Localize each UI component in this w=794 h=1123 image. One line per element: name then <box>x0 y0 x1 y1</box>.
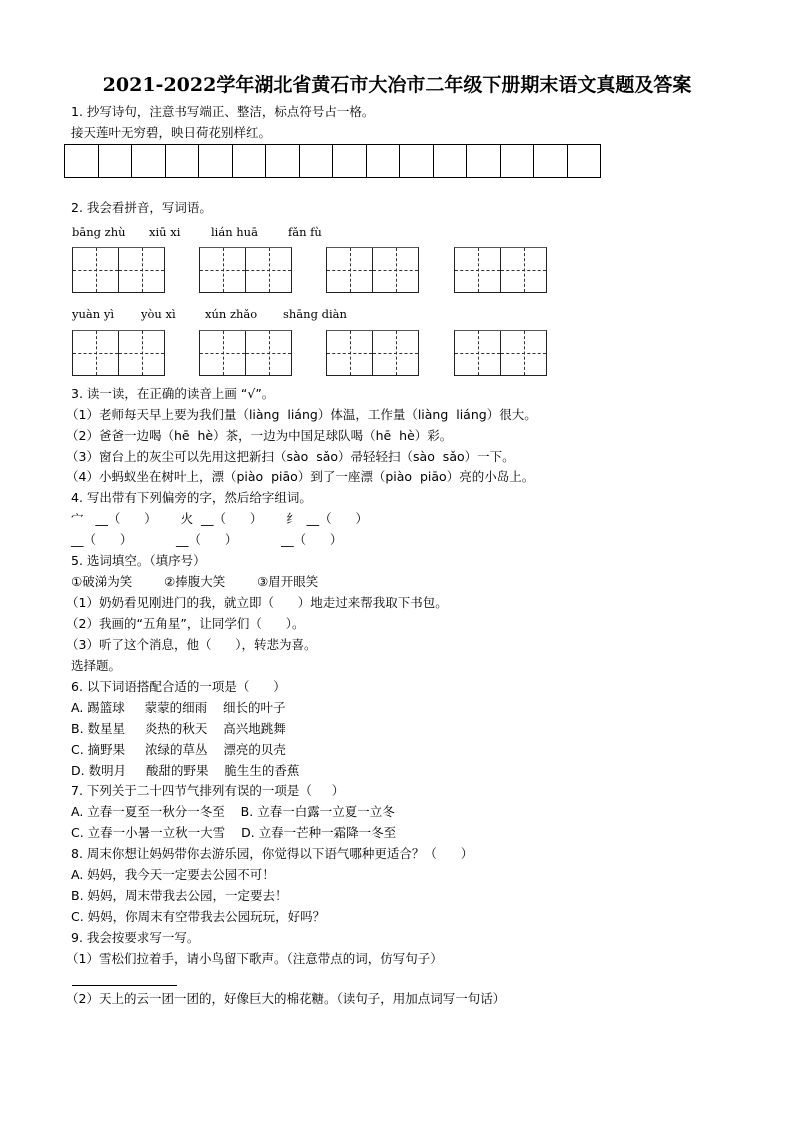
grid-cell[interactable] <box>434 145 468 177</box>
tian-cell[interactable] <box>455 248 500 292</box>
q7-option: A. 立春一夏至一秋分一冬至 B. 立春一白露一立夏一立冬 <box>71 804 395 819</box>
grid-cell[interactable] <box>65 145 99 177</box>
dashed-guide-line <box>246 353 291 354</box>
pinyin-label: lián huā <box>211 225 258 239</box>
q5-options: ①破涕为笑 ②捧腹大笑 ③眉开眼笑 <box>71 574 319 589</box>
dashed-guide-line <box>373 270 418 271</box>
grid-cell[interactable] <box>199 145 233 177</box>
tian-grid-box[interactable] <box>454 247 547 293</box>
q6-option: D. 数明月 酸甜的野果 脆生生的香蕉 <box>71 763 300 778</box>
pinyin-label: xún zhǎo <box>205 307 258 321</box>
tian-cell[interactable] <box>327 331 372 375</box>
dashed-guide-line <box>73 353 118 354</box>
tian-cell[interactable] <box>245 248 291 292</box>
tian-cell[interactable] <box>118 248 164 292</box>
tian-cell[interactable] <box>245 331 291 375</box>
dashed-guide-line <box>246 270 291 271</box>
section-label: 选择题。 <box>71 658 122 673</box>
tian-cell[interactable] <box>500 331 546 375</box>
grid-cell[interactable] <box>467 145 501 177</box>
dashed-guide-line <box>501 270 546 271</box>
pinyin-label: fǎn fù <box>288 225 322 239</box>
q4-row: __（ ） __（ ） __（ ） <box>71 532 343 547</box>
tian-cell[interactable] <box>372 331 418 375</box>
q3-item: （2）爸爸一边喝（hē hè）茶，一边为中国足球队喝（hē hè）彩。 <box>66 428 453 443</box>
dashed-guide-line <box>119 270 164 271</box>
grid-cell[interactable] <box>568 145 602 177</box>
grid-cell[interactable] <box>400 145 434 177</box>
dashed-guide-line <box>455 270 500 271</box>
pinyin-label: bāng zhù <box>72 225 126 239</box>
tian-cell[interactable] <box>118 331 164 375</box>
q7-option: C. 立春一小暑一立秋一大雪 D. 立春一芒种一霜降一冬至 <box>71 825 397 840</box>
q6-prompt: 6. 以下词语搭配合适的一项是（ ） <box>71 679 286 694</box>
q1-writing-grid[interactable] <box>64 144 601 178</box>
dashed-guide-line <box>200 353 245 354</box>
q9-item: （1）雪松们拉着手，请小鸟留下歌声。（注意带点的词，仿写句子） <box>66 951 443 966</box>
tian-cell[interactable] <box>73 248 118 292</box>
tian-cell[interactable] <box>372 248 418 292</box>
dashed-guide-line <box>327 353 372 354</box>
tian-grid-box[interactable] <box>199 247 292 293</box>
grid-cell[interactable] <box>233 145 267 177</box>
answer-line[interactable] <box>72 985 177 986</box>
q9-prompt: 9. 我会按要求写一写。 <box>71 930 200 945</box>
q7-prompt: 7. 下列关于二十四节气排列有误的一项是（ ） <box>71 783 345 798</box>
q5-prompt: 5. 选词填空。（填序号） <box>71 553 206 568</box>
q2-prompt: 2. 我会看拼音，写词语。 <box>71 200 212 215</box>
dashed-guide-line <box>73 270 118 271</box>
q1-prompt: 1. 抄写诗句，注意书写端正、整洁，标点符号占一格。 <box>71 104 375 119</box>
tian-cell[interactable] <box>200 248 245 292</box>
q9-item: （2）天上的云一团一团的，好像巨大的棉花糖。（读句子，用加点词写一句话） <box>66 991 506 1006</box>
pinyin-label: shāng diàn <box>283 307 347 321</box>
pinyin-label: yòu xì <box>141 307 176 321</box>
tian-cell[interactable] <box>327 248 372 292</box>
tian-cell[interactable] <box>73 331 118 375</box>
q3-item: （1）老师每天早上要为我们量（liàng liáng）体温，工作量（liàng liáng）很大。 <box>66 407 537 422</box>
dashed-guide-line <box>455 353 500 354</box>
grid-cell[interactable] <box>166 145 200 177</box>
grid-cell[interactable] <box>132 145 166 177</box>
tian-grid-box[interactable] <box>199 330 292 376</box>
pinyin-label: yuàn yì <box>72 307 114 321</box>
q4-prompt: 4. 写出带有下列偏旁的字，然后给字组词。 <box>71 490 312 505</box>
q3-item: （3）窗台上的灰尘可以先用这把新扫（sào sǎo）帚轻轻扫（sào sǎo）一下。 <box>66 449 515 464</box>
q5-item: （1）奶奶看见刚进门的我，就立即（ ）地走过来帮我取下书包。 <box>66 595 448 610</box>
grid-cell[interactable] <box>534 145 568 177</box>
tian-grid-box[interactable] <box>72 247 165 293</box>
tian-cell[interactable] <box>500 248 546 292</box>
dashed-guide-line <box>327 270 372 271</box>
dashed-guide-line <box>373 353 418 354</box>
q5-item: （3）听了这个消息，他（ ），转悲为喜。 <box>66 637 317 652</box>
tian-cell[interactable] <box>455 331 500 375</box>
tian-grid-box[interactable] <box>454 330 547 376</box>
grid-cell[interactable] <box>99 145 133 177</box>
grid-cell[interactable] <box>266 145 300 177</box>
dashed-guide-line <box>119 353 164 354</box>
q5-item: （2）我画的“五角星”，让同学们（ ）。 <box>66 616 305 631</box>
tian-grid-box[interactable] <box>72 330 165 376</box>
tian-grid-box[interactable] <box>326 330 419 376</box>
q8-option: B. 妈妈，周末带我去公园，一定要去！ <box>71 888 288 903</box>
dashed-guide-line <box>501 353 546 354</box>
tian-grid-box[interactable] <box>326 247 419 293</box>
grid-cell[interactable] <box>300 145 334 177</box>
grid-cell[interactable] <box>501 145 535 177</box>
q6-option: A. 踢篮球 蒙蒙的细雨 细长的叶子 <box>71 700 286 715</box>
q3-item: （4）小蚂蚁坐在树叶上，漂（piào piāo）到了一座漂（piào piāo）亮的小岛上。 <box>66 469 535 484</box>
grid-cell[interactable] <box>367 145 401 177</box>
grid-cell[interactable] <box>333 145 367 177</box>
q8-prompt: 8. 周末你想让妈妈带你去游乐园，你觉得以下语气哪种更适合？（ ） <box>71 846 474 861</box>
tian-cell[interactable] <box>200 331 245 375</box>
q8-option: A. 妈妈，我今天一定要去公园不可！ <box>71 867 275 882</box>
q4-row: 宀 __（ ） 火 __（ ） 纟 __（ ） <box>71 511 369 526</box>
q1-poem: 接天莲叶无穷碧，映日荷花别样红。 <box>71 125 272 140</box>
q3-prompt: 3. 读一读，在正确的读音上画 “√”。 <box>71 386 275 401</box>
q6-option: C. 摘野果 浓绿的草丛 漂亮的贝壳 <box>71 742 286 757</box>
dashed-guide-line <box>200 270 245 271</box>
page-title: 2021-2022学年湖北省黄石市大冶市二年级下册期末语文真题及答案 <box>102 74 692 96</box>
q8-option: C. 妈妈，你周末有空带我去公园玩玩，好吗？ <box>71 909 326 924</box>
pinyin-label: xiū xi <box>149 225 181 239</box>
q6-option: B. 数星星 炎热的秋天 高兴地跳舞 <box>71 721 286 736</box>
